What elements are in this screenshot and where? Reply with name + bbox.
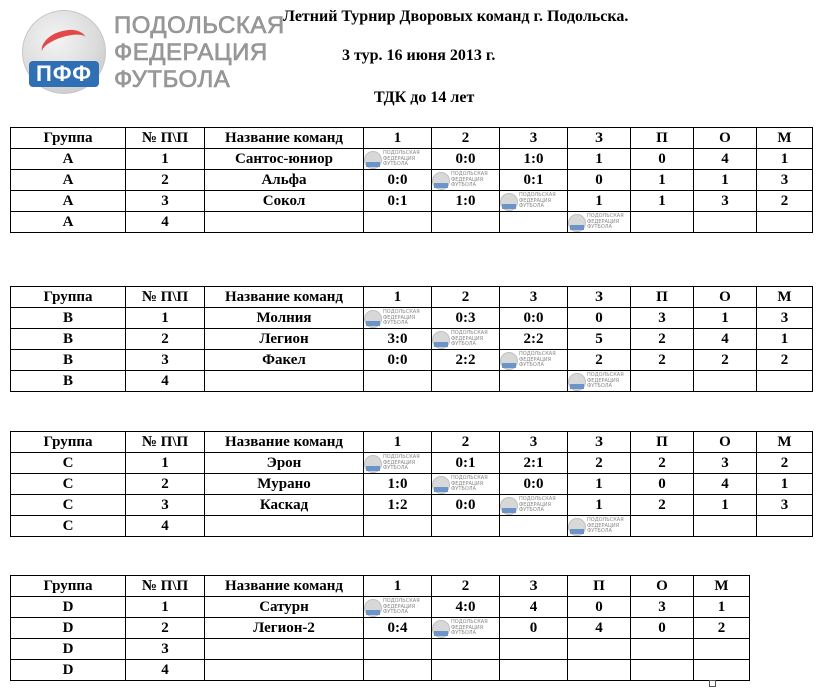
column-header: № П\П	[126, 128, 205, 149]
column-header: № П\П	[126, 576, 205, 597]
mini-logo-icon: ПОДОЛЬСКАЯ ФЕДЕРАЦИЯ ФУТБОЛА	[364, 149, 422, 169]
team-name-cell	[205, 639, 364, 660]
match-result-cell: 0:0	[500, 308, 568, 329]
column-header: № П\П	[126, 432, 205, 453]
group-cell: B	[11, 371, 126, 392]
team-name-cell: Сатурн	[205, 597, 364, 618]
standings-table-group-d	[10, 575, 750, 681]
stat-cell: 2	[694, 618, 750, 639]
match-result-cell: 2:2	[432, 350, 500, 371]
table-row	[11, 597, 750, 618]
team-name-cell: Легион-2	[205, 618, 364, 639]
position-cell: 4	[126, 212, 205, 233]
position-cell: 4	[126, 371, 205, 392]
column-header: 3	[500, 128, 568, 149]
stat-cell	[631, 371, 694, 392]
match-result-cell	[432, 516, 500, 537]
column-header: Группа	[11, 576, 126, 597]
table-row	[11, 639, 750, 660]
stat-cell: 2	[757, 191, 813, 212]
federation-logo	[18, 6, 285, 94]
match-result-cell: 0:0	[432, 149, 500, 170]
position-cell: 3	[126, 639, 205, 660]
stat-cell: 4	[500, 597, 568, 618]
match-result-cell: 2:2	[500, 329, 568, 350]
column-header: З	[500, 576, 568, 597]
team-name-cell: Альфа	[205, 170, 364, 191]
column-header: М	[757, 432, 813, 453]
match-result-cell: 0:0	[364, 350, 432, 371]
diagonal-logo-cell	[364, 308, 432, 329]
group-cell: B	[11, 329, 126, 350]
diagonal-logo-cell	[432, 329, 500, 350]
mini-logo-icon: ПОДОЛЬСКАЯ ФЕДЕРАЦИЯ ФУТБОЛА	[364, 597, 422, 617]
table-row	[11, 660, 750, 681]
stat-cell	[631, 660, 694, 681]
match-result-cell: 1:0	[432, 191, 500, 212]
team-name-cell: Каскад	[205, 495, 364, 516]
column-header: О	[694, 432, 757, 453]
group-cell: B	[11, 308, 126, 329]
team-name-cell: Сантос-юниор	[205, 149, 364, 170]
team-name-cell	[205, 516, 364, 537]
group-cell: A	[11, 170, 126, 191]
diagonal-logo-cell	[568, 371, 631, 392]
group-cell: D	[11, 660, 126, 681]
stat-cell	[757, 371, 813, 392]
team-name-cell	[205, 660, 364, 681]
column-header: М	[757, 287, 813, 308]
stat-cell: 0	[568, 170, 631, 191]
column-header: П	[631, 287, 694, 308]
table-header-row	[11, 576, 750, 597]
stat-cell: 1	[568, 191, 631, 212]
match-result-cell: 0:0	[364, 170, 432, 191]
stat-cell: 2	[631, 350, 694, 371]
position-cell: 2	[126, 474, 205, 495]
age-category: ТДК до 14 лет	[374, 89, 475, 106]
stat-cell	[631, 639, 694, 660]
match-result-cell	[364, 516, 432, 537]
stat-cell: 1	[694, 495, 757, 516]
team-name-cell: Эрон	[205, 453, 364, 474]
column-header: О	[631, 576, 694, 597]
column-header: 1	[364, 432, 432, 453]
stat-cell: 2	[631, 495, 694, 516]
group-cell: C	[11, 474, 126, 495]
table-row	[11, 170, 813, 191]
position-cell: 4	[126, 516, 205, 537]
column-header: О	[694, 287, 757, 308]
match-result-cell	[500, 212, 568, 233]
stat-cell: 3	[757, 170, 813, 191]
group-cell: D	[11, 639, 126, 660]
group-cell: B	[11, 350, 126, 371]
match-result-cell	[364, 212, 432, 233]
mini-logo-icon: ПОДОЛЬСКАЯ ФЕДЕРАЦИЯ ФУТБОЛА	[432, 329, 490, 349]
diagonal-logo-cell	[432, 170, 500, 191]
group-cell: C	[11, 495, 126, 516]
stat-cell: 0	[631, 149, 694, 170]
position-cell: 2	[126, 618, 205, 639]
match-result-cell	[432, 660, 500, 681]
mini-logo-icon: ПОДОЛЬСКАЯ ФЕДЕРАЦИЯ ФУТБОЛА	[500, 191, 558, 211]
team-name-cell: Сокол	[205, 191, 364, 212]
stat-cell: 2	[631, 453, 694, 474]
stat-cell: 0	[500, 618, 568, 639]
table-row	[11, 212, 813, 233]
position-cell: 3	[126, 495, 205, 516]
stat-cell: 3	[694, 191, 757, 212]
stat-cell: 1	[694, 308, 757, 329]
resize-handle	[709, 680, 716, 687]
column-header: 2	[432, 287, 500, 308]
match-result-cell	[364, 639, 432, 660]
stat-cell	[757, 212, 813, 233]
table-row	[11, 308, 813, 329]
match-result-cell	[500, 516, 568, 537]
match-result-cell: 0:1	[364, 191, 432, 212]
stat-cell: 1	[757, 149, 813, 170]
stat-cell	[694, 516, 757, 537]
stat-cell	[694, 639, 750, 660]
table-row	[11, 618, 750, 639]
column-header: 2	[432, 128, 500, 149]
standings-table-group-b	[10, 286, 813, 392]
match-result-cell	[432, 371, 500, 392]
table-header-row	[11, 128, 813, 149]
table-row	[11, 495, 813, 516]
stat-cell	[500, 660, 568, 681]
group-cell: D	[11, 597, 126, 618]
stat-cell: 3	[694, 453, 757, 474]
mini-logo-icon: ПОДОЛЬСКАЯ ФЕДЕРАЦИЯ ФУТБОЛА	[500, 495, 558, 515]
mini-logo-icon: ПОДОЛЬСКАЯ ФЕДЕРАЦИЯ ФУТБОЛА	[568, 516, 626, 536]
match-result-cell: 4:0	[432, 597, 500, 618]
stat-cell: 2	[568, 350, 631, 371]
mini-logo-icon: ПОДОЛЬСКАЯ ФЕДЕРАЦИЯ ФУТБОЛА	[500, 350, 558, 370]
stat-cell: 4	[694, 149, 757, 170]
stat-cell: 3	[631, 597, 694, 618]
column-header: 3	[500, 432, 568, 453]
position-cell: 2	[126, 329, 205, 350]
position-cell: 1	[126, 308, 205, 329]
stat-cell: 4	[694, 474, 757, 495]
group-cell: C	[11, 516, 126, 537]
group-cell: C	[11, 453, 126, 474]
match-result-cell	[432, 639, 500, 660]
column-header: № П\П	[126, 287, 205, 308]
column-header: Группа	[11, 432, 126, 453]
team-name-cell: Легион	[205, 329, 364, 350]
column-header: Название команд	[205, 287, 364, 308]
stat-cell: 1	[694, 170, 757, 191]
team-name-cell: Факел	[205, 350, 364, 371]
mini-logo-icon: ПОДОЛЬСКАЯ ФЕДЕРАЦИЯ ФУТБОЛА	[568, 371, 626, 391]
stat-cell	[694, 660, 750, 681]
stat-cell	[500, 639, 568, 660]
stat-cell	[757, 516, 813, 537]
stat-cell: 0	[631, 474, 694, 495]
table-header-row	[11, 287, 813, 308]
stat-cell: 3	[631, 308, 694, 329]
stat-cell	[568, 639, 631, 660]
position-cell: 2	[126, 170, 205, 191]
team-name-cell	[205, 212, 364, 233]
stat-cell: 2	[757, 453, 813, 474]
match-result-cell: 1:2	[364, 495, 432, 516]
position-cell: 1	[126, 453, 205, 474]
column-header: 1	[364, 576, 432, 597]
table-row	[11, 350, 813, 371]
column-header: О	[694, 128, 757, 149]
team-name-cell: Мурано	[205, 474, 364, 495]
stat-cell: 2	[631, 329, 694, 350]
column-header: Группа	[11, 287, 126, 308]
diagonal-logo-cell	[432, 474, 500, 495]
stat-cell: 2	[757, 350, 813, 371]
stat-cell: 1	[757, 474, 813, 495]
stat-cell: 3	[757, 308, 813, 329]
mini-logo-icon: ПОДОЛЬСКАЯ ФЕДЕРАЦИЯ ФУТБОЛА	[432, 618, 490, 638]
stat-cell: 0	[568, 597, 631, 618]
table-row	[11, 453, 813, 474]
stat-cell: 0	[568, 308, 631, 329]
stat-cell: 1	[568, 149, 631, 170]
table-row	[11, 516, 813, 537]
match-result-cell	[500, 371, 568, 392]
column-header: 3	[500, 287, 568, 308]
match-result-cell	[432, 212, 500, 233]
diagonal-logo-cell	[568, 516, 631, 537]
soccer-ball-icon	[22, 10, 106, 94]
diagonal-logo-cell	[500, 350, 568, 371]
diagonal-logo-cell	[364, 149, 432, 170]
match-result-cell	[364, 660, 432, 681]
match-result-cell: 0:3	[432, 308, 500, 329]
diagonal-logo-cell	[568, 212, 631, 233]
stat-cell: 5	[568, 329, 631, 350]
column-header: М	[694, 576, 750, 597]
match-result-cell: 2:1	[500, 453, 568, 474]
position-cell: 4	[126, 660, 205, 681]
stat-cell: 1	[631, 170, 694, 191]
match-result-cell: 0:1	[500, 170, 568, 191]
stat-cell	[694, 371, 757, 392]
standings-table-group-c	[10, 431, 813, 537]
stat-cell: 1	[694, 597, 750, 618]
standings-table-group-a	[10, 127, 813, 233]
stat-cell: 0	[631, 618, 694, 639]
stat-cell: 3	[757, 495, 813, 516]
match-result-cell: 1:0	[500, 149, 568, 170]
diagonal-logo-cell	[500, 191, 568, 212]
team-name-cell	[205, 371, 364, 392]
column-header: 2	[432, 432, 500, 453]
column-header: М	[757, 128, 813, 149]
logo-wordmark: ПОДОЛЬСКАЯ ФЕДЕРАЦИЯ ФУТБОЛА	[114, 12, 285, 93]
match-result-cell: 0:0	[432, 495, 500, 516]
match-result-cell: 0:0	[500, 474, 568, 495]
position-cell: 3	[126, 191, 205, 212]
column-header: З	[568, 432, 631, 453]
stat-cell: 1	[568, 495, 631, 516]
diagonal-logo-cell	[432, 618, 500, 639]
stat-cell: 4	[568, 618, 631, 639]
match-result-cell: 3:0	[364, 329, 432, 350]
stat-cell: 4	[694, 329, 757, 350]
position-cell: 3	[126, 350, 205, 371]
stat-cell: 2	[568, 453, 631, 474]
group-cell: D	[11, 618, 126, 639]
stat-cell: 1	[568, 474, 631, 495]
stat-cell	[631, 212, 694, 233]
stat-cell	[568, 660, 631, 681]
stat-cell: 2	[694, 350, 757, 371]
group-cell: A	[11, 212, 126, 233]
diagonal-logo-cell	[364, 453, 432, 474]
column-header: 2	[432, 576, 500, 597]
table-row	[11, 191, 813, 212]
column-header: З	[568, 287, 631, 308]
table-row	[11, 329, 813, 350]
match-result-cell: 0:4	[364, 618, 432, 639]
diagonal-logo-cell	[500, 495, 568, 516]
mini-logo-icon: ПОДОЛЬСКАЯ ФЕДЕРАЦИЯ ФУТБОЛА	[364, 308, 422, 328]
column-header: Название команд	[205, 128, 364, 149]
diagonal-logo-cell	[364, 597, 432, 618]
page-title: Летний Турнир Дворовых команд г. Подольска.	[283, 8, 629, 25]
team-name-cell: Молния	[205, 308, 364, 329]
mini-logo-icon: ПОДОЛЬСКАЯ ФЕДЕРАЦИЯ ФУТБОЛА	[432, 474, 490, 494]
table-row	[11, 474, 813, 495]
stat-cell: 1	[757, 329, 813, 350]
mini-logo-icon: ПОДОЛЬСКАЯ ФЕДЕРАЦИЯ ФУТБОЛА	[568, 212, 626, 232]
column-header: 1	[364, 287, 432, 308]
column-header: П	[631, 128, 694, 149]
match-result-cell: 1:0	[364, 474, 432, 495]
match-result-cell	[364, 371, 432, 392]
stat-cell	[631, 516, 694, 537]
column-header: П	[568, 576, 631, 597]
column-header: Название команд	[205, 432, 364, 453]
group-cell: A	[11, 191, 126, 212]
column-header: П	[631, 432, 694, 453]
table-row	[11, 371, 813, 392]
table-row	[11, 149, 813, 170]
stat-cell	[694, 212, 757, 233]
logo-badge: ПФФ	[29, 61, 99, 87]
column-header: Группа	[11, 128, 126, 149]
mini-logo-icon: ПОДОЛЬСКАЯ ФЕДЕРАЦИЯ ФУТБОЛА	[432, 170, 490, 190]
position-cell: 1	[126, 149, 205, 170]
column-header: Название команд	[205, 576, 364, 597]
group-cell: A	[11, 149, 126, 170]
stat-cell: 1	[631, 191, 694, 212]
position-cell: 1	[126, 597, 205, 618]
column-header: 1	[364, 128, 432, 149]
table-header-row	[11, 432, 813, 453]
column-header: З	[568, 128, 631, 149]
match-result-cell: 0:1	[432, 453, 500, 474]
round-date: 3 тур. 16 июня 2013 г.	[342, 47, 496, 64]
mini-logo-icon: ПОДОЛЬСКАЯ ФЕДЕРАЦИЯ ФУТБОЛА	[364, 453, 422, 473]
